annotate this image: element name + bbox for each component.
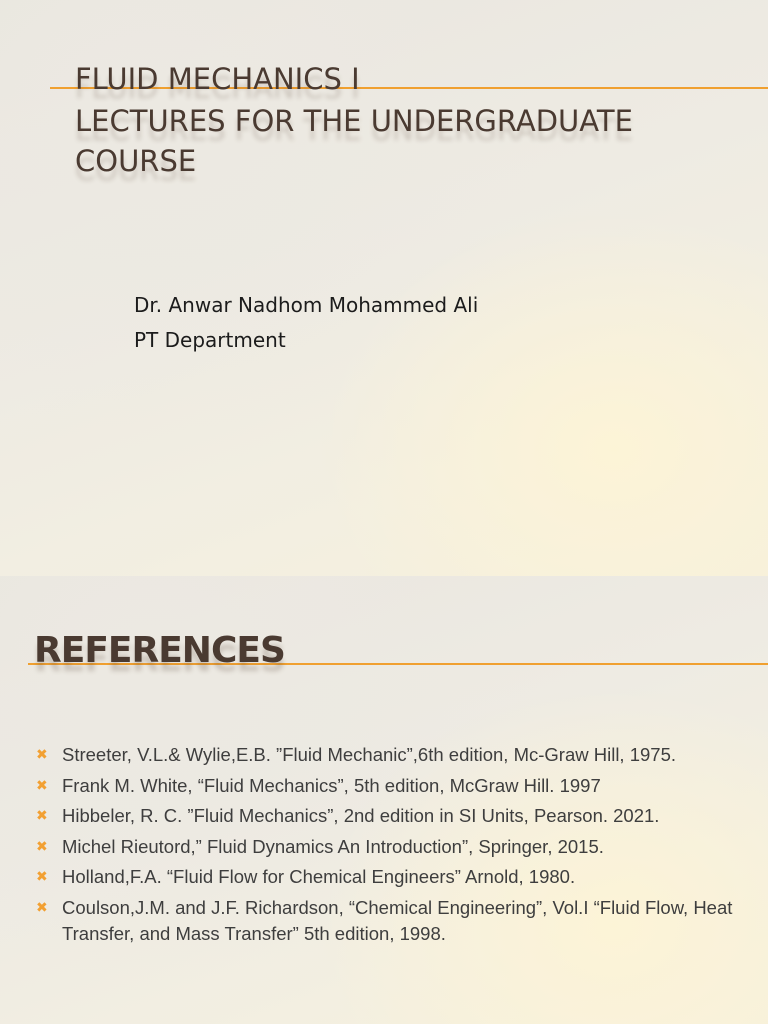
department-name: PT Department bbox=[134, 328, 286, 352]
x-mark-icon: ✖ bbox=[36, 899, 48, 916]
reference-text: Frank M. White, “Fluid Mechanics”, 5th edition, McGraw Hill. 1997 bbox=[62, 774, 601, 796]
references-list bbox=[36, 742, 756, 951]
slide-title-line-3: COURSE bbox=[75, 144, 197, 178]
reference-text: Streeter, V.L.& Wylie,E.B. ”Fluid Mechanic”,6th edition, Mc-Graw Hill, 1975. bbox=[62, 744, 677, 765]
references-slide bbox=[0, 576, 768, 1024]
slide-title-line-1: FLUID MECHANICS I bbox=[75, 62, 360, 96]
author-block bbox=[134, 288, 478, 358]
reference-item bbox=[36, 803, 756, 829]
reference-item bbox=[36, 773, 756, 799]
slide-title-line-2: LECTURES FOR THE UNDERGRADUATE bbox=[75, 104, 633, 138]
author-name: Dr. Anwar Nadhom Mohammed Ali bbox=[134, 293, 479, 317]
x-mark-icon: ✖ bbox=[36, 838, 48, 855]
reference-text: Coulson,J.M. and J.F. Richardson, “Chemical Engineering”, Vol.I “Fluid Flow, Heat Transfer, and Mass Transfer” 5th edition, 1998. bbox=[62, 896, 733, 944]
reference-item bbox=[36, 895, 756, 947]
reference-item bbox=[36, 834, 756, 860]
x-mark-icon: ✖ bbox=[36, 777, 48, 794]
references-title: REFERENCES bbox=[34, 630, 285, 671]
reference-text: Michel Rieutord,” Fluid Dynamics An Introduction”, Springer, 2015. bbox=[62, 835, 604, 857]
reference-item bbox=[36, 742, 756, 768]
x-mark-icon: ✖ bbox=[36, 747, 48, 763]
reference-item bbox=[36, 864, 756, 890]
x-mark-icon: ✖ bbox=[36, 808, 48, 824]
reference-text: Hibbeler, R. C. ”Fluid Mechanics”, 2nd edition in SI Units, Pearson. 2021. bbox=[62, 805, 660, 826]
reference-text: Holland,F.A. “Fluid Flow for Chemical Engineers” Arnold, 1980. bbox=[62, 866, 576, 887]
x-mark-icon: ✖ bbox=[36, 869, 48, 885]
